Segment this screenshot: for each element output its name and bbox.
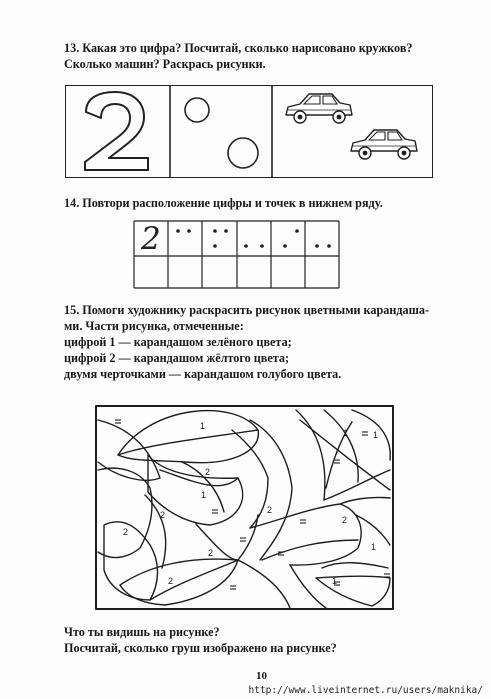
region-number-2: 2 bbox=[342, 515, 348, 525]
task14-text: 14. Повтори расположение цифры и точек в нижнем ряду. bbox=[64, 196, 383, 210]
region-number-2: 2 bbox=[208, 548, 214, 558]
task13-line2: Сколько машин? Раскрась рисунки. bbox=[64, 57, 266, 71]
page-number: 10 bbox=[256, 670, 267, 682]
sample-digit: 2 bbox=[141, 221, 161, 257]
task15-line5: двумя черточками — карандашом голубого цвета. bbox=[64, 367, 342, 381]
watermark-url: http://www.liveinternet.ru/users/maknika/ bbox=[248, 685, 483, 696]
task15-line2: ми. Части рисунка, отмеченные: bbox=[64, 319, 244, 333]
task15-line3: цифрой 1 — карандашом зелёного цвета; bbox=[64, 335, 292, 349]
question-2: Посчитай, сколько груш изображено на рисунке? bbox=[64, 641, 337, 655]
region-number-1: 1 bbox=[200, 421, 206, 431]
region-number-2: 2 bbox=[205, 467, 211, 477]
task15-line4: цифрой 2 — карандашом жёлтого цвета; bbox=[64, 351, 290, 365]
region-number-1: 1 bbox=[343, 428, 349, 438]
region-number-1: 1 bbox=[201, 490, 207, 500]
region-number-1: 1 bbox=[371, 542, 377, 552]
region-number-2: 2 bbox=[160, 510, 166, 520]
region-number-2: 2 bbox=[168, 576, 174, 586]
region-number-2: 2 bbox=[123, 527, 129, 537]
question-1: Что ты видишь на рисунке? bbox=[64, 625, 220, 639]
region-number-1: 1 bbox=[332, 576, 338, 586]
region-number-2: 2 bbox=[267, 505, 273, 515]
task15-line1: 15. Помоги художнику раскрасить рисунок цветными карандаша- bbox=[64, 303, 430, 317]
task13-line1: 13. Какая это цифра? Посчитай, сколько нарисовано кружков? bbox=[64, 41, 413, 55]
region-number-1: 1 bbox=[373, 430, 379, 440]
